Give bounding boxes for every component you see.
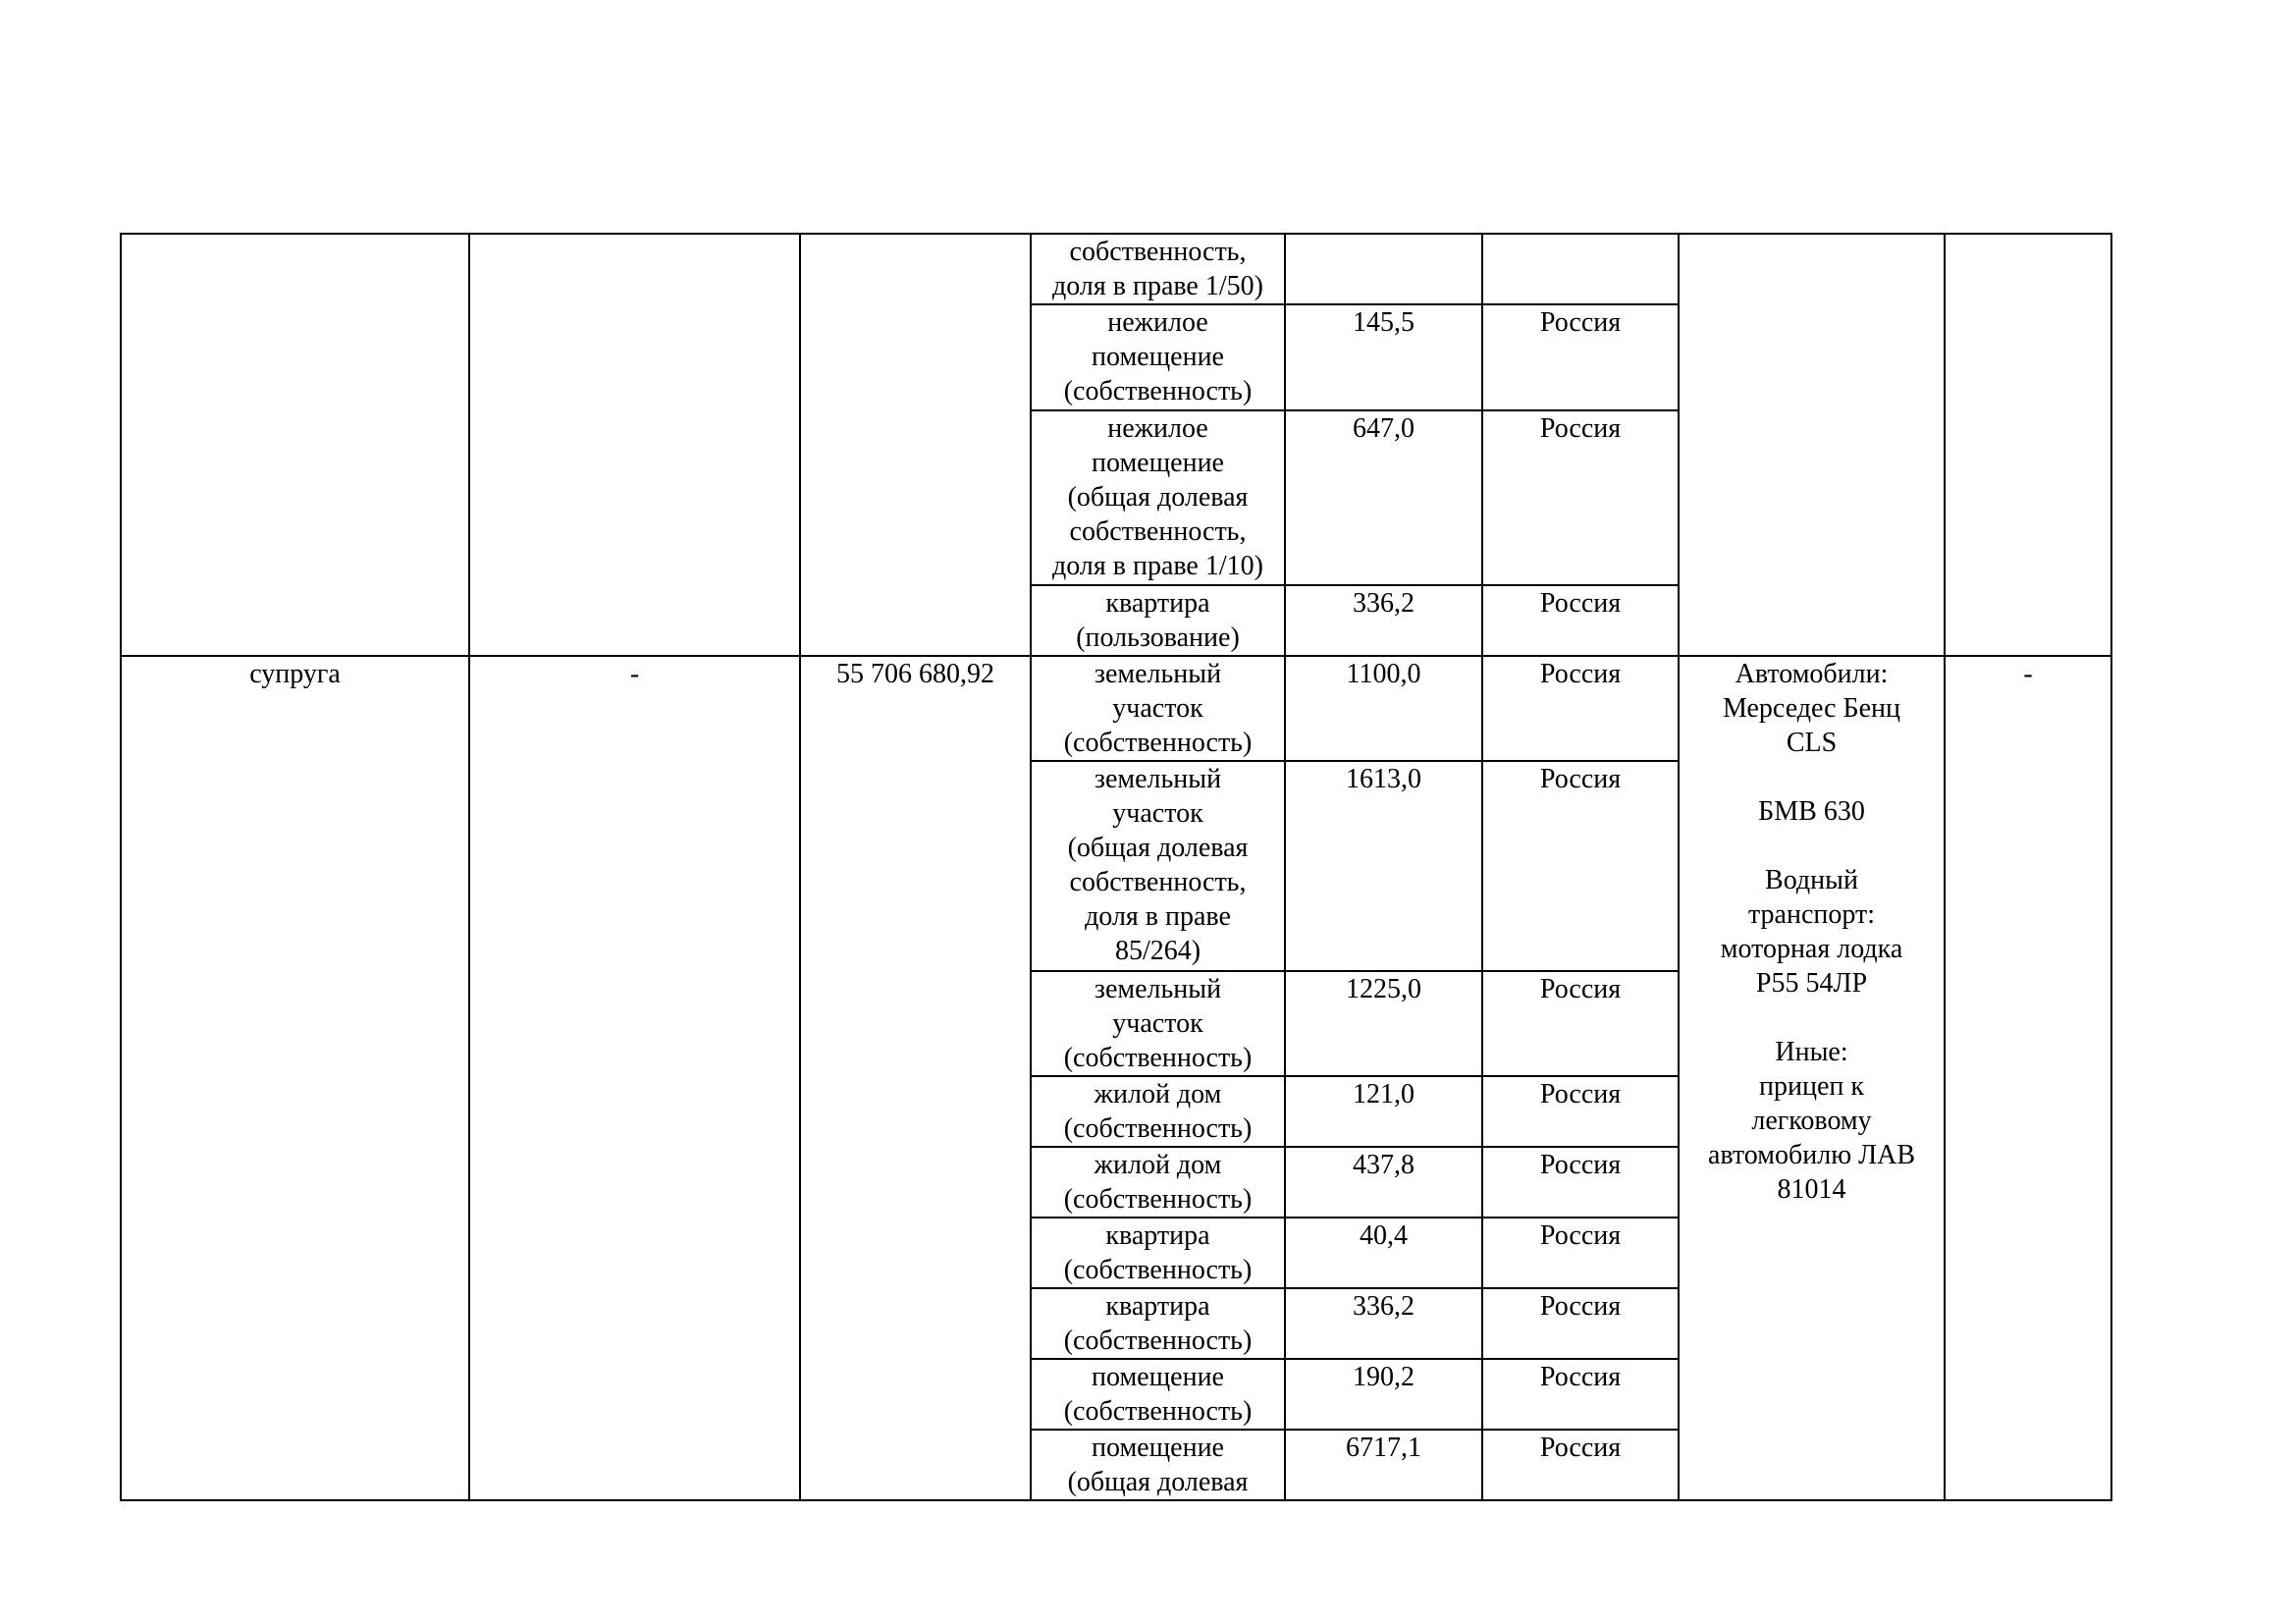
property-type-cell: квартира (собственность) (1031, 1288, 1285, 1359)
property-country-cell (1482, 234, 1679, 304)
property-country-cell: Россия (1482, 1076, 1679, 1147)
deals-cell (1945, 234, 2111, 656)
property-type-cell: земельный участок (собственность) (1031, 656, 1285, 761)
property-area-cell: 1225,0 (1285, 971, 1482, 1076)
table-row (121, 234, 2111, 304)
property-type-cell: жилой дом (собственность) (1031, 1076, 1285, 1147)
property-country-cell: Россия (1482, 410, 1679, 585)
property-type-cell: квартира (собственность) (1031, 1218, 1285, 1288)
property-area-cell: 1613,0 (1285, 761, 1482, 971)
income-cell (800, 234, 1031, 656)
property-type-cell: жилой дом (собственность) (1031, 1147, 1285, 1218)
property-area-cell: 6717,1 (1285, 1430, 1482, 1500)
property-area-cell: 647,0 (1285, 410, 1482, 585)
property-country-cell: Россия (1482, 304, 1679, 410)
property-area-cell (1285, 234, 1482, 304)
property-type-cell: помещение (собственность) (1031, 1359, 1285, 1430)
property-type-cell: собственность, доля в праве 1/50) (1031, 234, 1285, 304)
position-cell (469, 234, 800, 656)
property-area-cell: 336,2 (1285, 585, 1482, 656)
property-type-cell: квартира (пользование) (1031, 585, 1285, 656)
property-area-cell: 336,2 (1285, 1288, 1482, 1359)
transport-cell (1679, 234, 1945, 656)
table-row (121, 656, 2111, 761)
property-country-cell: Россия (1482, 1359, 1679, 1430)
property-area-cell: 1100,0 (1285, 656, 1482, 761)
property-country-cell: Россия (1482, 761, 1679, 971)
property-area-cell: 121,0 (1285, 1076, 1482, 1147)
property-type-cell: помещение (общая долевая (1031, 1430, 1285, 1500)
property-country-cell: Россия (1482, 1288, 1679, 1359)
spouse-transport-cell: Автомобили: Мерседес Бенц CLS БМВ 630 Водный транспорт: моторная лодка Р55 54ЛР Иные: прицеп к легковому автомобилю ЛАВ 81014 (1679, 656, 1945, 1500)
property-area-cell: 437,8 (1285, 1147, 1482, 1218)
spouse-name-cell: супруга (121, 656, 469, 1500)
property-country-cell: Россия (1482, 1218, 1679, 1288)
property-type-cell: земельный участок (собственность) (1031, 971, 1285, 1076)
property-area-cell: 40,4 (1285, 1218, 1482, 1288)
spouse-position-cell: - (469, 656, 800, 1500)
declaration-table (120, 233, 2112, 1501)
property-type-cell: земельный участок (общая долевая собственность, доля в праве 85/264) (1031, 761, 1285, 971)
spouse-income-cell: 55 706 680,92 (800, 656, 1031, 1500)
property-type-cell: нежилое помещение (собственность) (1031, 304, 1285, 410)
property-country-cell: Россия (1482, 1147, 1679, 1218)
property-type-cell: нежилое помещение (общая долевая собственность, доля в праве 1/10) (1031, 410, 1285, 585)
property-country-cell: Россия (1482, 1430, 1679, 1500)
property-area-cell: 145,5 (1285, 304, 1482, 410)
property-country-cell: Россия (1482, 656, 1679, 761)
property-area-cell: 190,2 (1285, 1359, 1482, 1430)
property-country-cell: Россия (1482, 971, 1679, 1076)
property-country-cell: Россия (1482, 585, 1679, 656)
spouse-deals-cell: - (1945, 656, 2111, 1500)
name-cell (121, 234, 469, 656)
